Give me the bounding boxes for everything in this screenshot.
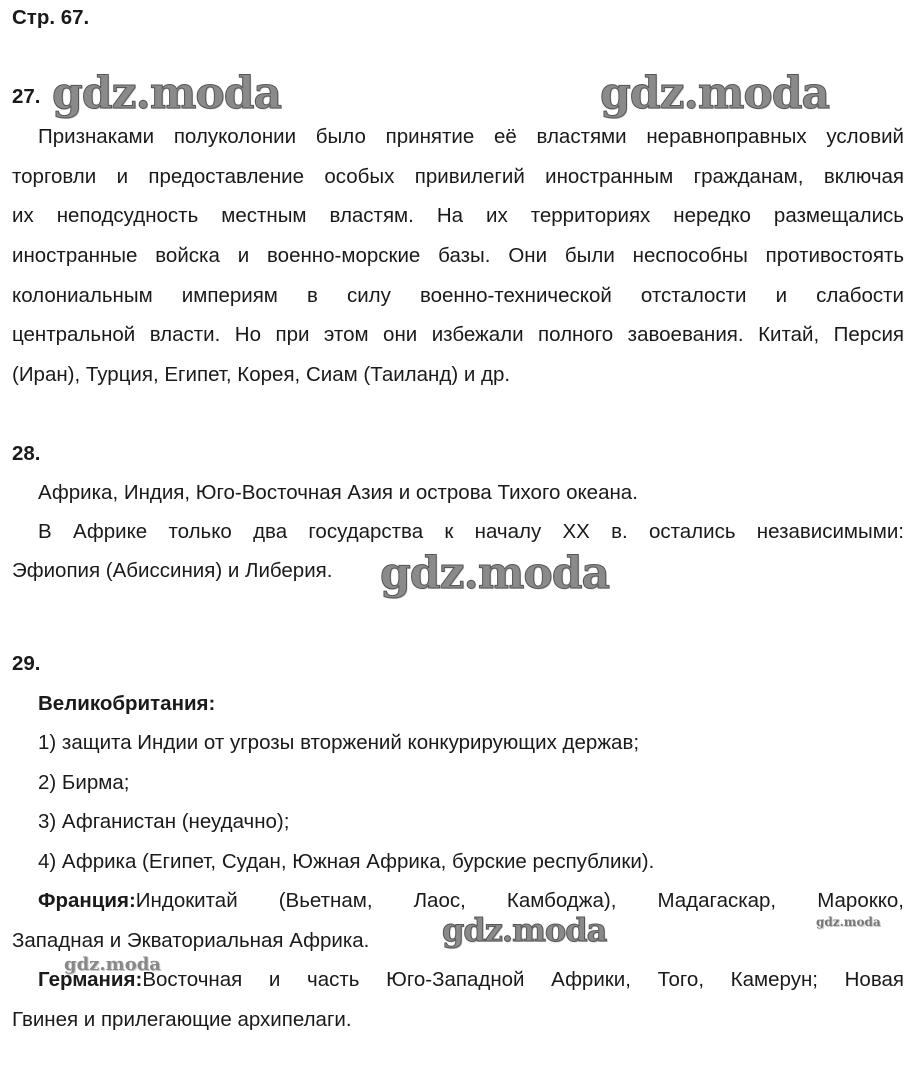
watermark: gdz.moda — [52, 68, 282, 119]
q27-line: Признаками полуколонии было принятие её властями неравноправных условий — [38, 125, 904, 148]
uk-item: 2) Бирма; — [38, 771, 130, 794]
question-number-28: 28. — [12, 442, 41, 465]
q27-line: центральной власти. Но при этом они избежали полного завоевания. Китай, Персия — [12, 323, 904, 346]
germany-line-2: Гвинея и прилегающие архипелаги. — [12, 1008, 352, 1031]
q27-line: их неподсудность местным властям. На их территориях нередко размещались — [12, 204, 904, 227]
germany-label: Германия: — [38, 968, 143, 991]
question-number-29: 29. — [12, 652, 41, 675]
uk-item: 3) Афганистан (неудачно); — [38, 810, 290, 833]
watermark: gdz.moda — [600, 68, 830, 119]
france-text: Индокитай (Вьетнам, Лаос, Камбоджа), Мадагаскар, Марокко, — [135, 889, 904, 912]
q27-line: (Иран), Турция, Египет, Корея, Сиам (Таиланд) и др. — [12, 363, 511, 386]
q28-line: Эфиопия (Абиссиния) и Либерия. — [12, 559, 333, 582]
page-label: Стр. 67. — [12, 6, 90, 29]
germany-line — [38, 968, 904, 992]
watermark: gdz.moda — [442, 911, 607, 949]
germany-text: Восточная и часть Юго-Западной Африки, Того, Камерун; Новая — [142, 968, 904, 991]
q28-line: Африка, Индия, Юго-Восточная Азия и острова Тихого океана. — [38, 481, 638, 504]
uk-item: 4) Африка (Египет, Судан, Южная Африка, бурские республики). — [38, 850, 655, 873]
q27-line: колониальным империям в силу военно-технической отсталости и слабости — [12, 284, 904, 307]
france-line — [38, 889, 904, 913]
q27-line: иностранные войска и военно-морские базы. Они были неспособны противостоять — [12, 244, 904, 267]
q28-line: В Африке только два государства к началу XX в. остались независимыми: — [38, 520, 904, 543]
uk-label: Великобритания: — [38, 692, 216, 715]
q27-line: торговли и предоставление особых привилегий иностранным гражданам, включая — [12, 165, 904, 188]
uk-item: 1) защита Индии от угрозы вторжений конкурирующих держав; — [38, 731, 640, 754]
france-label: Франция: — [38, 889, 136, 912]
watermark: gdz.moda — [380, 548, 610, 599]
question-number-27: 27. — [12, 85, 41, 108]
france-line-2: Западная и Экваториальная Африка. — [12, 929, 370, 952]
watermark: gdz.moda — [64, 954, 161, 975]
watermark: gdz.moda — [816, 915, 881, 929]
